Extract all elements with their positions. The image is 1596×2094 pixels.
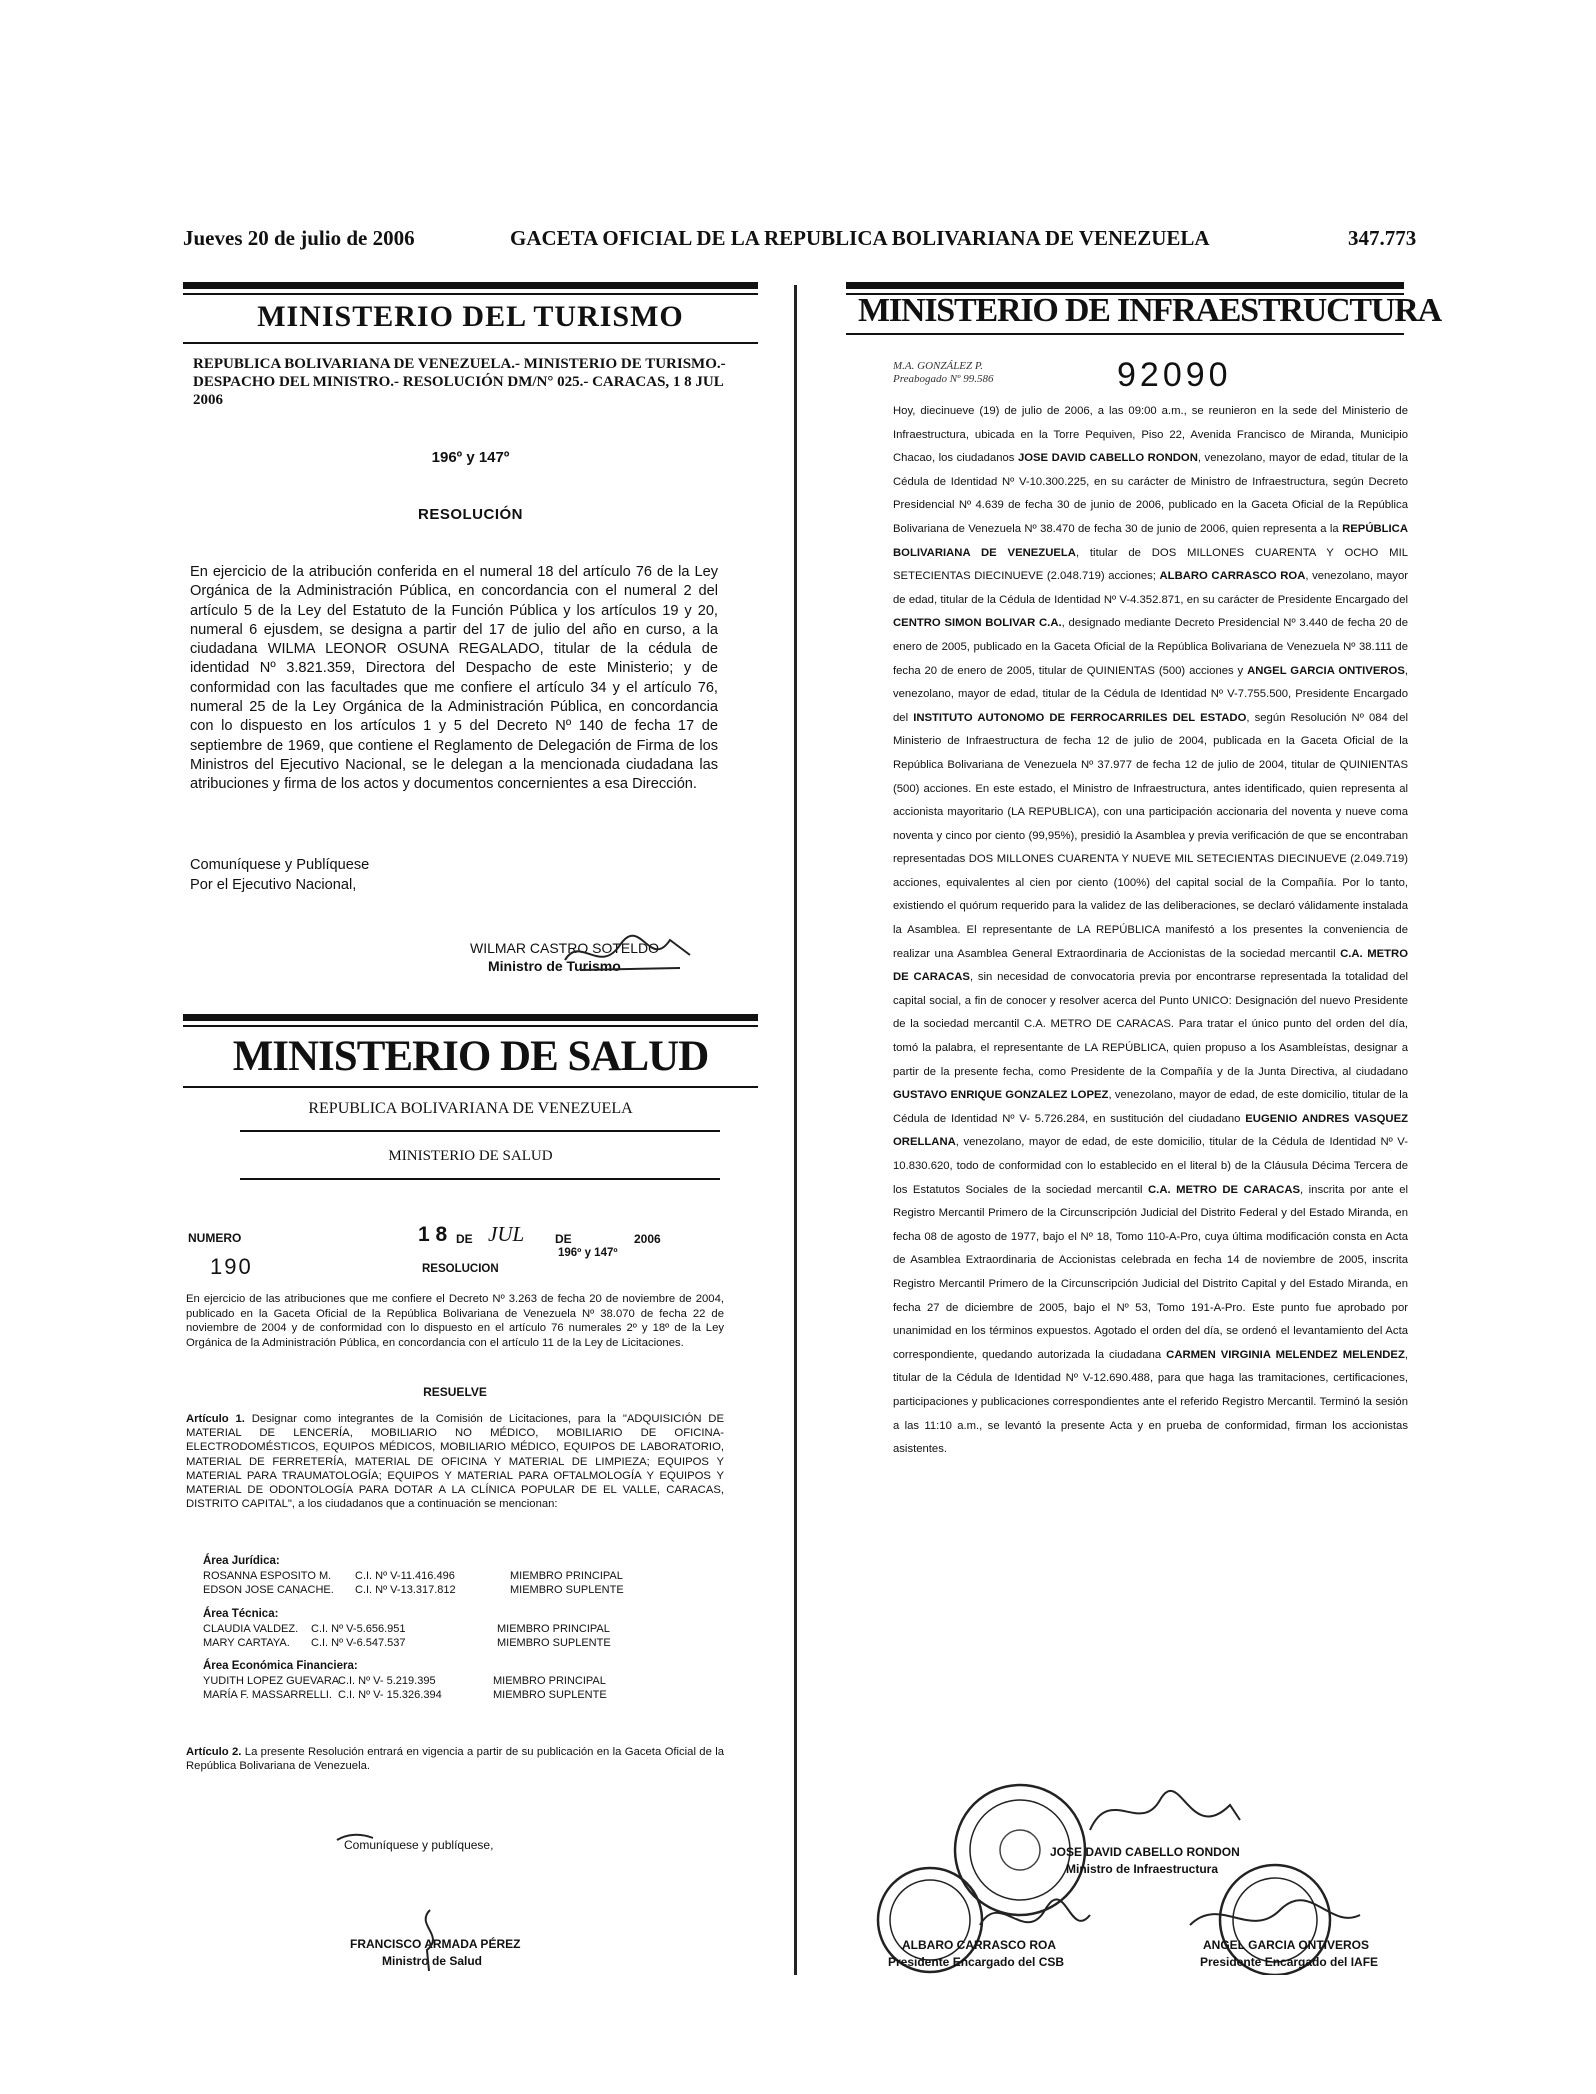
- stamp-line: Preabogado Nº 99.586: [893, 373, 994, 385]
- act-body-text: , titular de la Cédula de Identidad Nº V-12.690.488, para que haga las tramitaciones, certificaciones, participaciones y publicaciones correspondientes ante el referido Registro Mercantil. Terminó la sesión a las 11:10 a.m., se levantó la presente Acta y en prueba de conformidad, firman los accionistas asistentes.: [893, 1348, 1408, 1456]
- stamp-line: M.A. GONZÁLEZ P.: [893, 360, 983, 372]
- section-rule: [183, 1014, 758, 1021]
- lawyer-stamp: [893, 360, 993, 386]
- member-role: MIEMBRO PRINCIPAL: [497, 1623, 610, 1635]
- act-body-text: , sin necesidad de convocatoria previa por encontrarse representada la totalidad del capital social, a fin de conocer y resolver acerca del Punto UNICO: Designación del nuevo Presidente de la sociedad mercantil C.A. METRO DE CARACAS. Para tratar el único punto del orden del día, tomó la palabra, el representante de LA REPÚBLICA, quien propuso a los Asambleístas, designar a partir de la presente fecha, como Presidente de la Compañía y de la Junta Directiva, al ciudadano: [893, 971, 1408, 1078]
- turismo-resolution-heading: REPUBLICA BOLIVARIANA DE VENEZUELA.- MINISTERIO DE TURISMO.- DESPACHO DEL MINISTRO.- RESOLUCIÓN DM/N° 025.- CARACAS, 1 8 JUL 2006: [193, 356, 726, 408]
- salud-ministerio: MINISTERIO DE SALUD: [388, 1148, 553, 1164]
- member-role: MIEMBRO PRINCIPAL: [510, 1570, 623, 1582]
- act-body-emphasis: EUGENIO ANDRES VASQUEZ ORELLANA: [893, 1112, 1408, 1149]
- section-rule: [183, 342, 758, 344]
- act-body-emphasis: JOSE DAVID CABELLO RONDON: [1017, 452, 1198, 465]
- gazette-title: GACETA OFICIAL DE LA REPUBLICA BOLIVARIANA DE VENEZUELA: [510, 226, 1210, 250]
- signature-scribble: [1190, 1900, 1360, 1925]
- member-ci: C.I. Nº V-5.656.951: [311, 1623, 406, 1635]
- act-body-text: , venezolano, mayor de edad, de este domicilio, titular de la Cédula de Identidad Nº V- 5.726.284, en sustitución del ciudadano: [893, 1089, 1408, 1125]
- signer-role: Ministro de Infraestructura: [1066, 1862, 1219, 1876]
- turismo-signature-scribble: [560, 930, 695, 980]
- turismo-section-title: MINISTERIO DEL TURISMO: [257, 300, 684, 333]
- closing-line: Por el Ejecutivo Nacional,: [190, 876, 357, 893]
- salud-article-2: [186, 1745, 724, 1773]
- salud-article-1: [186, 1412, 724, 1511]
- turismo-closing: [190, 856, 590, 895]
- act-body-emphasis: CARMEN VIRGINIA MELENDEZ MELENDEZ: [1166, 1348, 1405, 1361]
- page-number: 347.773: [1348, 226, 1417, 250]
- act-body-emphasis: C.A. METRO DE CARACAS: [893, 947, 1408, 984]
- act-body-text: , titular de DOS MILLONES CUARENTA Y OCHO MIL SETECIENTAS DIECINUEVE (2.048.719) acciones;: [893, 546, 1409, 583]
- signer-name: JOSE DAVID CABELLO RONDON: [1050, 1845, 1240, 1859]
- salud-years: 196º y 147º: [558, 1247, 618, 1259]
- act-body-text: , venezolano, mayor de edad, titular de la Cédula de Identidad Nº V-10.300.225, en su carácter de Ministro de Infraestructura, según Decreto Presidencial Nº 4.639 de fecha 30 de junio de 2006, publicado en la Gaceta Oficial de la República Bolivariana de Venezuela Nº 38.470 de fecha 30 de junio de 2006, quien representa a la: [893, 452, 1408, 535]
- act-body-text: , según Resolución Nº 084 del Ministerio de Infraestructura de fecha 12 de julio de 2004, publicada en la Gaceta Oficial de la República Bolivariana de Venezuela Nº 37.977 de fecha 12 de julio de 2004, titular de QUINIENTAS (500) acciones. En este estado, el Ministro de Infraestructura, antes identificado, quien representa al accionista mayoritario (LA REPUBLICA), con una participación accionaria del noventa y nueve coma noventa y cinco por ciento (99,95%), presidió la Asamblea y previa verificación de que se encontraban representadas DOS MILLONES CUARENTA Y NUEVE MIL SETECIENTAS DIECINUEVE (2.049.719) acciones, equivalentes al cien por ciento (100%) del capital social de la Compañía. Por lo tanto, existiendo el quórum requerido para la validez de las deliberaciones, se declaró válidamente instalada la Asamblea. El representante de LA REPÚBLICA manifestó a los presentes la conveniencia de realizar una Asamblea General Extraordinaria de Accionistas de la sociedad mercantil: [893, 711, 1408, 960]
- act-body-emphasis: CENTRO SIMON BOLIVAR C.A.: [893, 617, 1062, 630]
- section-rule: [183, 1025, 758, 1027]
- document-number: 92090: [1117, 356, 1232, 394]
- section-rule: [183, 293, 758, 295]
- salud-republica: REPUBLICA BOLIVARIANA DE VENEZUELA: [308, 1100, 633, 1117]
- infraestructura-act-body: [893, 400, 1408, 1462]
- act-body-emphasis: ANGEL GARCIA ONTIVEROS: [1247, 664, 1405, 677]
- closing-pen-stroke: [335, 1830, 375, 1844]
- section-rule: [183, 1086, 758, 1088]
- act-body-emphasis: INSTITUTO AUTONOMO DE FERROCARRILES DEL ESTADO: [913, 711, 1247, 724]
- member-ci: C.I. Nº V- 5.219.395: [338, 1675, 436, 1687]
- salud-preamble: En ejercicio de las atribuciones que me confiere el Decreto Nº 3.263 de fecha 20 de noviembre de 2004, publicado en la Gaceta Oficial de la República Bolivariana de Venezuela Nº 38.070 de fecha 22 de noviembre de 2004 y de conformidad con lo dispuesto en el artículo 76 numerales 2º y 18º de la Ley Orgánica de la Administración Pública, en concordancia con el artículo 11 de la Ley de Licitaciones.: [186, 1293, 724, 1349]
- member-role: MIEMBRO SUPLENTE: [497, 1637, 611, 1649]
- article-label: Artículo 2.: [186, 1746, 242, 1758]
- resolution-date-connector: DE: [555, 1232, 572, 1246]
- section-rule: [240, 1178, 720, 1180]
- area-title: Área Económica Financiera:: [203, 1660, 358, 1672]
- member-name: MARY CARTAYA.: [203, 1637, 290, 1649]
- column-divider: [794, 285, 797, 1975]
- section-rule: [846, 282, 1404, 289]
- area-title: Área Jurídica:: [203, 1555, 280, 1567]
- turismo-signer-role: Ministro de Turismo: [488, 958, 621, 974]
- salud-signer-name: FRANCISCO ARMADA PÉREZ: [350, 1937, 521, 1951]
- signer-name: ANGEL GARCIA ONTIVEROS: [1203, 1938, 1370, 1952]
- turismo-signer-name: WILMAR CASTRO SOTELDO: [470, 940, 660, 956]
- section-rule: [846, 333, 1404, 335]
- area-title: Área Técnica:: [203, 1608, 279, 1620]
- article-text: Designar como integrantes de la Comisión de Licitaciones, para la "ADQUISICIÓN DE MATERIAL DE LENCERÍA, MOBILIARIO NO MÉDICO, MOBILIARIO DE OFICINA-ELECTRODOMÉSTICOS, EQUIPOS MÉDICOS, MOBILIARIO MÉDICO, EQUIPOS DE LABORATORIO, MATERIAL DE FERRETERÍA, MATERIAL DE OFICINA Y MATERIAL DE LIMPIEZA; EQUIPOS Y MATERIAL PARA TRAUMATOLOGÍA; EQUIPOS Y MATERIAL PARA OFTALMOLOGÍA Y EQUIPOS Y MATERIAL DE ODONTOLOGÍA PARA DOTAR A LA CLÍNICA POPULAR DE EL VALLE, CARACAS, DISTRITO CAPITAL", a los ciudadanos que a continuación se mencionan:: [186, 1413, 725, 1511]
- article-label: Artículo 1.: [186, 1413, 245, 1425]
- salud-section-title: MINISTERIO DE SALUD: [232, 1033, 709, 1080]
- gazette-date: Jueves 20 de julio de 2006: [183, 226, 415, 250]
- member-name: ROSANNA ESPOSITO M.: [203, 1570, 332, 1582]
- member-name: CLAUDIA VALDEZ.: [203, 1623, 299, 1635]
- turismo-resolution-body: En ejercicio de la atribución conferida en el numeral 18 del artículo 76 de la Ley Orgánica de la Administración Pública, en concordancia con el numeral 2 del artículo 5 de la Ley del Estatuto de la Función Pública y los artículos 19 y 20, numeral 6 ejusdem, se designa a partir del 17 de julio del año en curso, a la ciudadana WILMA LEONOR OSUNA REGALADO, titular de la cédula de identidad Nº 3.821.359, Directora del Despacho de este Ministerio; y de conformidad con las facultades que me confiere el artículo 34 y el artículo 76, numeral 25 de la Ley Orgánica de la Administración Pública, en concordancia con lo dispuesto en los artículos 1 y 5 del Decreto Nº 140 de fecha 17 de septiembre de 1969, que contiene el Reglamento de Delegación de Firma de los Ministros del Ejecutivo Nacional, se le delegan a la mencionada ciudadana las atribuciones y firma de los actos y documentos concernientes a esa Dirección.: [190, 564, 718, 793]
- act-body-emphasis: ALBARO CARRASCO ROA: [1159, 570, 1306, 583]
- resolution-date-day: 1 8: [418, 1223, 448, 1246]
- signer-role: Presidente Encargado del CSB: [888, 1955, 1065, 1969]
- member-role: MIEMBRO SUPLENTE: [510, 1584, 624, 1596]
- member-name: EDSON JOSE CANACHE.: [203, 1584, 334, 1596]
- signer-role: Presidente Encargado del IAFE: [1200, 1955, 1379, 1969]
- act-body-emphasis: REPÚBLICA BOLIVARIANA DE VENEZUELA: [893, 522, 1408, 559]
- section-rule: [183, 282, 758, 289]
- salud-closing: Comuníquese y publíquese,: [344, 1838, 494, 1852]
- salud-signature-scribble: [405, 1905, 455, 1975]
- turismo-years: 196º y 147º: [431, 449, 510, 466]
- article-text: La presente Resolución entrará en vigencia a partir de su publicación en la Gaceta Oficial de la República Bolivariana de Venezuela.: [186, 1746, 724, 1773]
- signer-name: ALBARO CARRASCO ROA: [902, 1938, 1056, 1952]
- act-body-emphasis: GUSTAVO ENRIQUE GONZALEZ LOPEZ: [893, 1089, 1109, 1102]
- numero-value: 190: [210, 1254, 253, 1279]
- member-ci: C.I. Nº V-6.547.537: [311, 1637, 406, 1649]
- act-body-text: , venezolano, mayor de edad, titular de la Cédula de Identidad Nº V-4.352.871, en su carácter de Presidente Encargado del: [893, 570, 1408, 606]
- salud-resuelve: RESUELVE: [423, 1385, 487, 1399]
- member-role: MIEMBRO PRINCIPAL: [493, 1675, 606, 1687]
- salud-resolution-label: RESOLUCION: [422, 1263, 499, 1275]
- act-body-text: Hoy, diecinueve (19) de julio de 2006, a las 09:00 a.m., se reunieron en la sede del Ministerio de Infraestructura, ubicada en la Torre Pequiven, Piso 22, Avenida Francisco de Miranda, Municipio Chacao, los ciudadanos: [893, 405, 1408, 465]
- act-body-text: , designado mediante Decreto Presidencial Nº 3.440 de fecha 20 de enero de 2005, publicado en la Gaceta Oficial de la República Bolivariana de Venezuela Nº 38.111 de fecha 20 de enero de 2005, titular de QUINIENTAS (500) acciones y: [893, 617, 1409, 677]
- resolution-date-month: JUL: [488, 1222, 525, 1246]
- act-body-text: , venezolano, mayor de edad, de este domicilio, titular de la Cédula de Identidad Nº V- 10.830.620, todo de conformidad con lo establecido en el literal b) de la Cláusula Décima Tercera de los Estatutos Sociales de la sociedad mercantil: [893, 1136, 1408, 1196]
- salud-signer-role: Ministro de Salud: [382, 1954, 483, 1968]
- act-body-text: , venezolano, mayor de edad, titular de la Cédula de Identidad Nº V-7.755.500, Presidente Encargado del: [893, 664, 1408, 724]
- act-body-text: , inscrita por ante el Registro Mercantil Primero de la Circunscripción Judicial del Distrito Federal y del Estado Miranda, en fecha 08 de agosto de 1977, bajo el Nº 18, Tomo 110-A-Pro, cuya última modificación consta en Acta de Asamblea Extraordinaria de Accionistas celebrada en fecha 14 de noviembre de 2005, inscrita Registro Mercantil Primero de la Circunscripción Judicial del Distrito Capital y del Estado Miranda, en fecha 27 de diciembre de 2005, bajo el Nº 53, Tomo 191-A-Pro. Este punto fue aprobado por unanimidad en los términos expuestos. Agotado el orden del día, se ordenó el levantamiento del Acta correspondiente, quedando autorizada la ciudadana: [893, 1183, 1408, 1361]
- section-rule: [240, 1130, 720, 1132]
- signature-scribble: [1090, 1791, 1240, 1830]
- resolution-date-connector: DE: [456, 1232, 473, 1246]
- numero-label: NUMERO: [188, 1231, 242, 1245]
- resolution-date-year: 2006: [634, 1232, 661, 1246]
- member-name: MARÍA F. MASSARRELLI.: [203, 1689, 332, 1701]
- member-name: YUDITH LOPEZ GUEVARA: [203, 1675, 340, 1687]
- member-ci: C.I. Nº V-13.317.812: [355, 1584, 456, 1596]
- turismo-resolution-label: RESOLUCIÓN: [417, 506, 523, 523]
- member-ci: C.I. Nº V-11.416.496: [355, 1570, 455, 1582]
- member-role: MIEMBRO SUPLENTE: [493, 1689, 607, 1701]
- member-ci: C.I. Nº V- 15.326.394: [338, 1689, 442, 1701]
- act-body-emphasis: C.A. METRO DE CARACAS: [1148, 1183, 1301, 1196]
- closing-line: Comuníquese y Publíquese: [190, 857, 370, 873]
- infraestructura-section-title: MINISTERIO DE INFRAESTRUCTURA: [858, 292, 1441, 329]
